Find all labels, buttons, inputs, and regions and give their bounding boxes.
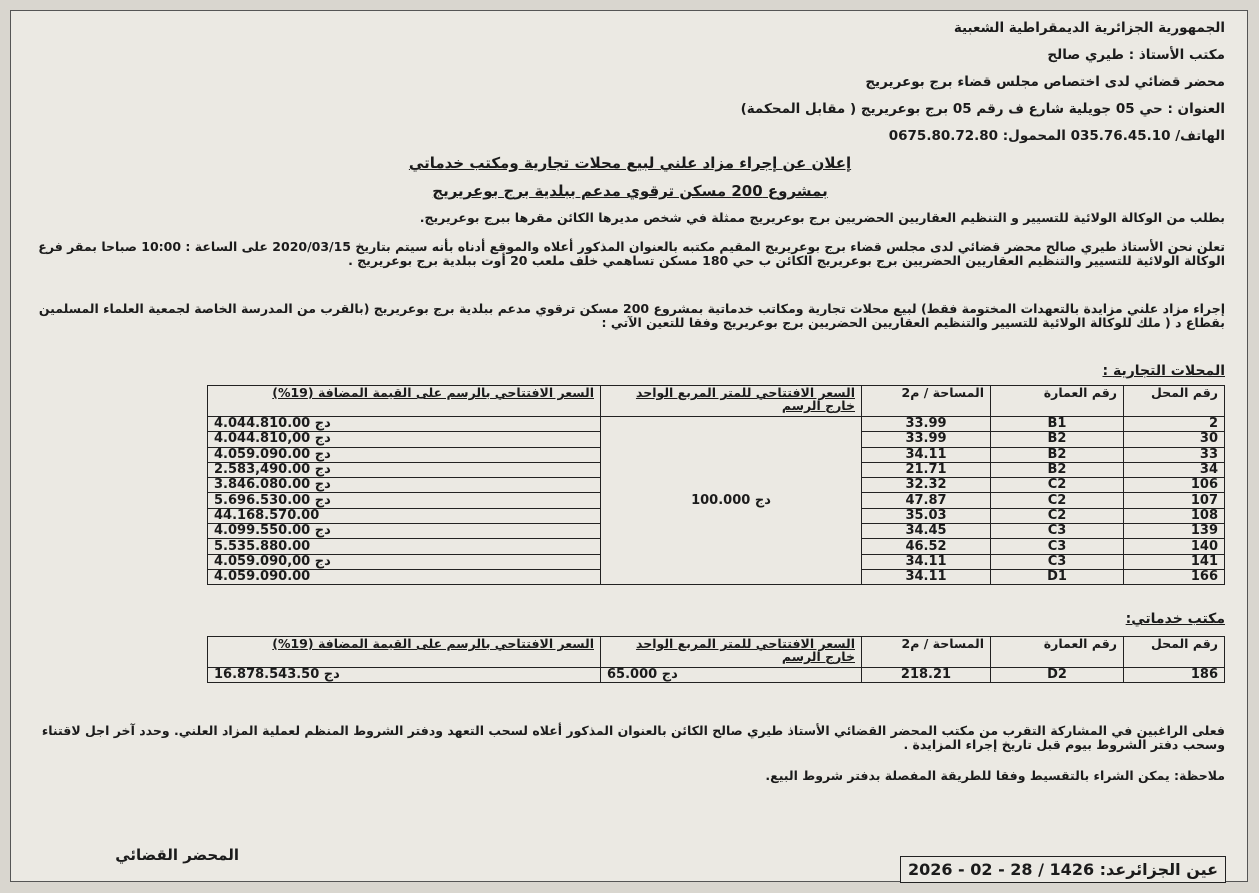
cell-building: D2 — [991, 668, 1124, 683]
cell-building: D1 — [991, 569, 1124, 584]
header-price-m2 — [601, 386, 862, 417]
section-office-title: مكتب خدماتي: — [1125, 611, 1225, 627]
header-price-m2-text: السعر الافتتاحي للمتر المربع الواحد خارج الرسم — [635, 385, 855, 413]
cell-price-total: 4.059.090,00 دج — [208, 554, 601, 569]
header-local-no: رقم المحل — [1124, 637, 1225, 668]
cell-local: 141 — [1124, 554, 1225, 569]
cell-local: 107 — [1124, 493, 1225, 508]
paragraph-announce: تعلن نحن الأستاذ طيري صالح محضر قضائي لدى مجلس قضاء برج بوعريريج المقيم مكتبه بالعنوان المذكور أعلاه والموقع أدناه بأنه سيتم بتاريخ 2020/03/15 على الساعة : 10:00 صباحا بمقر فرع الوكالة الولائية للتسيير والتنظيم العقاريين الحضريين برج بوعريريج الكائن ب حي 180 مسكن تساهمي خلف ملعب 20 أوت ببلدية برج بوعريريج . — [38, 239, 1225, 268]
shops-table-body — [208, 417, 1225, 585]
header-building-no: رقم العمارة — [991, 637, 1124, 668]
cell-area: 32.32 — [862, 478, 991, 493]
publication-dateline: عين الجزائرعد: 1426 / 28 - 02 - 2026 — [900, 856, 1226, 883]
cell-building: B2 — [991, 462, 1124, 477]
cell-area: 34.11 — [862, 447, 991, 462]
cell-local: 108 — [1124, 508, 1225, 523]
cell-local: 34 — [1124, 462, 1225, 477]
cell-area: 34.11 — [862, 569, 991, 584]
header-building-no: رقم العمارة — [991, 386, 1124, 417]
closing-note: ملاحظة: يمكن الشراء بالتقسيط وفقا للطريقة المفصلة بدفتر شروط البيع. — [765, 768, 1225, 783]
cell-area: 33.99 — [862, 417, 991, 432]
header-price-total — [208, 386, 601, 417]
cell-price-total: 4.099.550.00 دج — [208, 524, 601, 539]
cell-area: 46.52 — [862, 539, 991, 554]
cell-area: 47.87 — [862, 493, 991, 508]
header-price-m2-text: السعر الافتتاحي للمتر المربع الواحد خارج الرسم — [635, 636, 855, 664]
cell-local: 33 — [1124, 447, 1225, 462]
shops-table-header — [208, 386, 1225, 417]
header-area: المساحة / م2 — [862, 637, 991, 668]
paragraph-request: بطلب من الوكالة الولائية للتسيير و التنظيم العقاريين الحضريين برج بوعريريج ممثلة في شخص مديرها الكائن مقرها ببرج بوعريريج. — [419, 210, 1225, 225]
cell-building: C3 — [991, 524, 1124, 539]
cell-local: 139 — [1124, 524, 1225, 539]
cell-price-total: 4.044.810.00 دج — [208, 417, 601, 432]
signature-label: المحضر القضائي — [115, 846, 239, 864]
office-table-header — [208, 637, 1225, 668]
cell-price-m2: 65.000 دج — [601, 668, 862, 683]
table-row — [208, 668, 1225, 683]
header-price-total — [208, 637, 601, 668]
cell-building: C3 — [991, 539, 1124, 554]
cell-price-total: 44.168.570.00 — [208, 508, 601, 523]
cell-building: B2 — [991, 432, 1124, 447]
shops-table — [207, 385, 1225, 585]
cell-local: 30 — [1124, 432, 1225, 447]
cell-price-total: 5.696.530.00 دج — [208, 493, 601, 508]
cell-area: 34.45 — [862, 524, 991, 539]
cell-area: 218.21 — [862, 668, 991, 683]
cell-price-total: 5.535.880.00 — [208, 539, 601, 554]
cell-local: 2 — [1124, 417, 1225, 432]
cell-price-total: 2.583,490.00 دج — [208, 462, 601, 477]
paragraph-auction: إجراء مزاد علني مزايدة بالتعهدات المختومة فقط) لبيع محلات تجارية ومكاتب خدماتية بمشروع 200 مسكن ترقوي مدعم ببلدية برج بوعريريج (بالقرب من المدرسة الخاصة لجمعية العلماء المسلمين بقطاع د ( ملك للوكالة الولائية للتسيير والتنظيم العقاريين الحضريين برج بوعريريج وفقا للتعين الآتي : — [38, 301, 1225, 330]
header-phone: الهاتف/ 035.76.45.10 المحمول: 0675.80.72.80 — [888, 128, 1225, 144]
header-role: محضر قضائي لدى اختصاص مجلس قضاء برج بوعريريج — [865, 74, 1225, 90]
cell-price-total: 16.878.543.50 دج — [208, 668, 601, 683]
header-republic: الجمهورية الجزائرية الديمقراطية الشعبية — [953, 20, 1225, 36]
cell-building: C3 — [991, 554, 1124, 569]
cell-building: C2 — [991, 508, 1124, 523]
cell-price-m2-shared: 100.000 دج — [601, 417, 862, 585]
cell-building: C2 — [991, 493, 1124, 508]
cell-local: 140 — [1124, 539, 1225, 554]
announcement-title: إعلان عن إجراء مزاد علني لبيع محلات تجارية ومكتب خدماتي — [408, 154, 852, 172]
header-area: المساحة / م2 — [862, 386, 991, 417]
cell-local: 106 — [1124, 478, 1225, 493]
cell-area: 21.71 — [862, 462, 991, 477]
header-local-no: رقم المحل — [1124, 386, 1225, 417]
header-office: مكتب الأستاذ : طيري صالح — [1047, 47, 1225, 63]
header-price-m2 — [601, 637, 862, 668]
office-table-body — [208, 668, 1225, 683]
office-table — [207, 636, 1225, 683]
cell-price-total: 4.059.090.00 — [208, 569, 601, 584]
cell-building: B1 — [991, 417, 1124, 432]
header-price-total-text: السعر الافتتاحي بالرسم على القيمة المضافة (19%) — [272, 385, 594, 400]
table-row — [208, 417, 1225, 432]
cell-price-total: 4.044.810,00 دج — [208, 432, 601, 447]
cell-area: 33.99 — [862, 432, 991, 447]
announcement-subtitle: بمشروع 200 مسكن ترقوي مدعم ببلدية برج بوعريريج — [432, 182, 828, 200]
cell-local: 186 — [1124, 668, 1225, 683]
cell-building: C2 — [991, 478, 1124, 493]
section-shops-title: المحلات التجارية : — [1102, 363, 1225, 379]
closing-paragraph: فعلى الراغبين في المشاركة التقرب من مكتب المحضر القضائي الأستاذ طيري صالح الكائن بالعنوان المذكور أعلاه لسحب التعهد ودفتر الشروط المنظم لعملية المزاد العلني. وحدد آخر اجل لاقتناء وسحب دفتر الشروط بيوم قبل تاريخ إجراء المزايدة . — [41, 723, 1225, 752]
header-price-total-text: السعر الافتتاحي بالرسم على القيمة المضافة (19%) — [272, 636, 594, 651]
cell-price-total: 4.059.090.00 دج — [208, 447, 601, 462]
cell-area: 35.03 — [862, 508, 991, 523]
cell-local: 166 — [1124, 569, 1225, 584]
cell-price-total: 3.846.080.00 دج — [208, 478, 601, 493]
cell-building: B2 — [991, 447, 1124, 462]
header-address: العنوان : حي 05 جويلية شارع ف رقم 05 برج بوعريريج ( مقابل المحكمة) — [740, 101, 1225, 117]
cell-area: 34.11 — [862, 554, 991, 569]
